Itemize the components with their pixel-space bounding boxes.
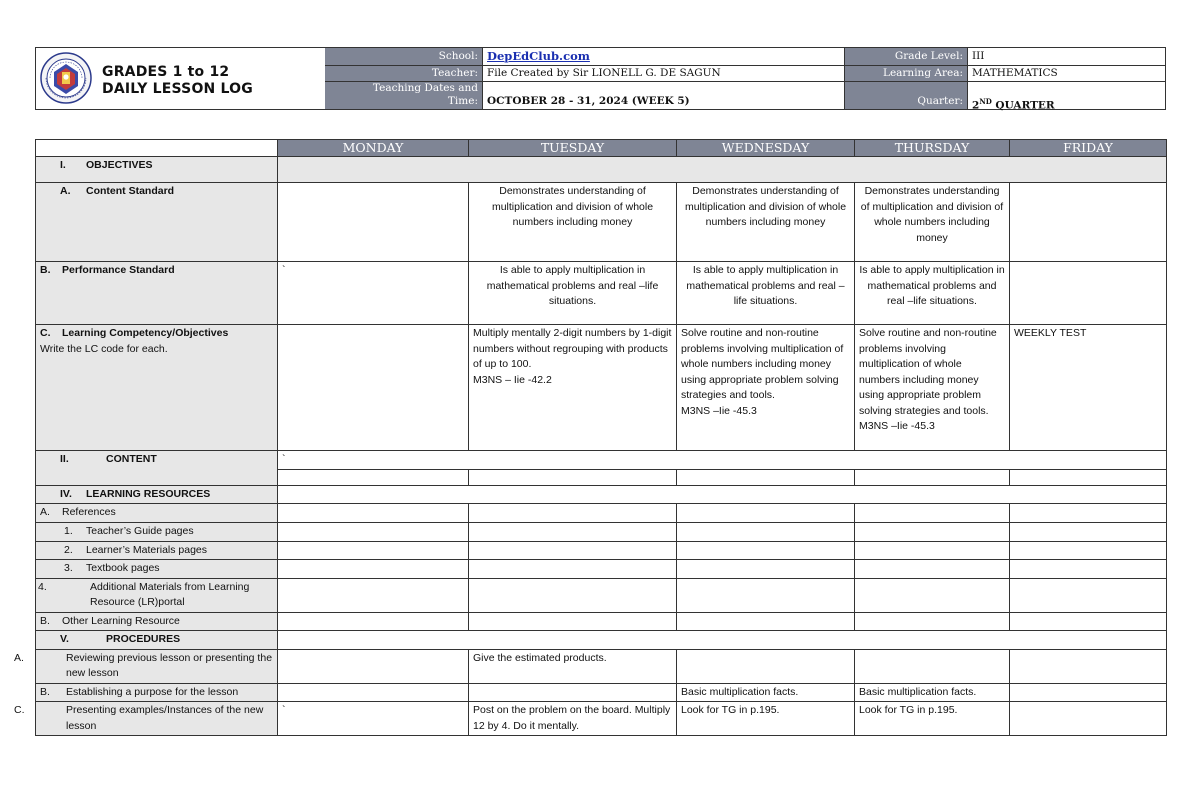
examples-thursday: Look for TG in p.195. [855, 702, 1010, 736]
day-header-thursday: THURSDAY [855, 140, 1010, 157]
examples-row [36, 702, 1167, 736]
teaching-dates-label-line2: Time: [447, 95, 478, 107]
learning-resources-span [278, 485, 1167, 504]
content-standard-tuesday: Demonstrates understanding of multiplication and division of whole numbers including money [469, 183, 677, 262]
purpose-row [36, 683, 1167, 702]
lm-pages-label: 2. Learner’s Materials pages [36, 541, 278, 560]
competency-monday [278, 325, 469, 451]
additional-materials-tuesday [469, 578, 677, 612]
objectives-span [278, 157, 1167, 183]
content-sub-monday [278, 469, 469, 485]
performance-standard-label: B. Performance Standard [36, 262, 278, 325]
grade-level-label: Grade Level: [845, 48, 968, 66]
reviewing-thursday [855, 649, 1010, 683]
examples-monday: ` [278, 702, 469, 736]
tg-pages-row [36, 522, 1167, 541]
performance-standard-thursday: Is able to apply multiplication in mathematical problems and real –life situations. [855, 262, 1010, 325]
competency-wednesday: Solve routine and non-routine problems involving multiplication of whole numbers including money using appropriate problem solving strategies and tools. M3NS –Iie -45.3 [677, 325, 855, 451]
teaching-dates-label-line1: Teaching Dates and [372, 82, 478, 94]
performance-standard-monday: ` [278, 262, 469, 325]
lm-pages-row [36, 541, 1167, 560]
other-resource-friday [1010, 612, 1167, 631]
learning-area-value: MATHEMATICS [968, 66, 1165, 82]
quarter-label: Quarter: [845, 82, 968, 109]
references-thursday [855, 504, 1010, 523]
corner-cell [36, 140, 278, 157]
tg-pages-tuesday [469, 522, 677, 541]
competency-thursday: Solve routine and non-routine problems involving multiplication of whole numbers including money using appropriate problem solving strategies and tools. M3NS –Iie -45.3 [855, 325, 1010, 451]
header-info-grid [325, 48, 1165, 112]
teaching-dates-label [325, 82, 483, 109]
grade-level-value: III [968, 48, 1165, 66]
day-header-wednesday: WEDNESDAY [677, 140, 855, 157]
other-resource-row [36, 612, 1167, 631]
reviewing-row [36, 649, 1167, 683]
performance-standard-wednesday: Is able to apply multiplication in mathematical problems and real –life situations. [677, 262, 855, 325]
textbook-pages-tuesday [469, 560, 677, 579]
quarter-suffix: ND [979, 97, 992, 106]
other-resource-wednesday [677, 612, 855, 631]
teacher-value: File Created by Sir LIONELL G. DE SAGUN [483, 66, 845, 82]
reviewing-tuesday: Give the estimated products. [469, 649, 677, 683]
objectives-label: I. OBJECTIVES [36, 157, 278, 183]
content-sub-thursday [855, 469, 1010, 485]
references-friday [1010, 504, 1167, 523]
learning-area-label: Learning Area: [845, 66, 968, 82]
competency-friday: WEEKLY TEST [1010, 325, 1167, 451]
textbook-pages-wednesday [677, 560, 855, 579]
lm-pages-tuesday [469, 541, 677, 560]
header-title-block [36, 48, 326, 109]
page-title [102, 64, 253, 98]
reviewing-wednesday [677, 649, 855, 683]
reviewing-label: A. Reviewing previous lesson or presenting the new lesson [36, 649, 278, 683]
competency-note: Write the LC code for each. [40, 342, 168, 355]
examples-friday [1010, 702, 1167, 736]
reviewing-monday [278, 649, 469, 683]
performance-standard-row [36, 262, 1167, 325]
textbook-pages-friday [1010, 560, 1167, 579]
lesson-log-table [14, 139, 1167, 736]
performance-standard-tuesday: Is able to apply multiplication in mathematical problems and real –life situations. [469, 262, 677, 325]
quarter-word: QUARTER [991, 99, 1055, 112]
performance-standard-friday [1010, 262, 1167, 325]
title-line-2: DAILY LESSON LOG [102, 81, 253, 97]
content-sub-friday [1010, 469, 1167, 485]
references-wednesday [677, 504, 855, 523]
quarter-number: 2 [972, 99, 980, 112]
day-header-row [36, 140, 1167, 157]
other-resource-thursday [855, 612, 1010, 631]
tg-pages-label: 1. Teacher’s Guide pages [36, 522, 278, 541]
textbook-pages-thursday [855, 560, 1010, 579]
additional-materials-row [36, 578, 1167, 612]
lm-pages-friday [1010, 541, 1167, 560]
examples-wednesday: Look for TG in p.195. [677, 702, 855, 736]
competency-label: C. Learning Competency/Objectives Write the LC code for each. [36, 325, 278, 451]
purpose-friday [1010, 683, 1167, 702]
textbook-pages-label: 3. Textbook pages [36, 560, 278, 579]
content-standard-monday [278, 183, 469, 262]
content-standard-friday [1010, 183, 1167, 262]
lm-pages-monday [278, 541, 469, 560]
tg-pages-thursday [855, 522, 1010, 541]
examples-label: C. Presenting examples/Instances of the new lesson [36, 702, 278, 736]
references-monday [278, 504, 469, 523]
content-row [36, 451, 1167, 470]
textbook-pages-row [36, 560, 1167, 579]
school-link[interactable]: DepEdClub.com [487, 49, 590, 63]
purpose-wednesday: Basic multiplication facts. [677, 683, 855, 702]
content-label: II. CONTENT [36, 451, 278, 486]
content-standard-label: A. Content Standard [36, 183, 278, 262]
content-value: ` [278, 451, 1167, 470]
procedures-label: V. PROCEDURES [36, 631, 278, 650]
learning-resources-label: IV. LEARNING RESOURCES [36, 485, 278, 504]
school-field [483, 48, 845, 66]
tg-pages-friday [1010, 522, 1167, 541]
content-standard-thursday: Demonstrates understanding of multiplication and division of whole numbers including money [855, 183, 1010, 262]
competency-row [36, 325, 1167, 451]
quarter-value [968, 82, 1165, 112]
day-header-friday: FRIDAY [1010, 140, 1167, 157]
references-row [36, 504, 1167, 523]
purpose-label: B. Establishing a purpose for the lesson [36, 683, 278, 702]
lesson-log-header [35, 47, 1166, 110]
learning-resources-row [36, 485, 1167, 504]
other-resource-monday [278, 612, 469, 631]
purpose-thursday: Basic multiplication facts. [855, 683, 1010, 702]
textbook-pages-monday [278, 560, 469, 579]
purpose-monday [278, 683, 469, 702]
other-resource-label: B. Other Learning Resource [36, 612, 278, 631]
deped-seal-icon [40, 52, 92, 104]
lm-pages-wednesday [677, 541, 855, 560]
objectives-row [36, 157, 1167, 183]
references-label: A. References [36, 504, 278, 523]
procedures-row [36, 631, 1167, 650]
additional-materials-label: 4. Additional Materials from Learning Resource (LR)portal [36, 578, 278, 612]
tg-pages-monday [278, 522, 469, 541]
content-standard-wednesday: Demonstrates understanding of multiplication and division of whole numbers including money [677, 183, 855, 262]
tg-pages-wednesday [677, 522, 855, 541]
examples-tuesday: Post on the problem on the board. Multiply 12 by 4. Do it mentally. [469, 702, 677, 736]
references-tuesday [469, 504, 677, 523]
additional-materials-thursday [855, 578, 1010, 612]
school-label: School: [325, 48, 483, 66]
teacher-label: Teacher: [325, 66, 483, 82]
competency-tuesday: Multiply mentally 2-digit numbers by 1-digit numbers without regrouping with products of up to 100. M3NS – Iie -42.2 [469, 325, 677, 451]
reviewing-friday [1010, 649, 1167, 683]
content-standard-row [36, 183, 1167, 262]
purpose-tuesday [469, 683, 677, 702]
procedures-span [278, 631, 1167, 650]
day-header-tuesday: TUESDAY [469, 140, 677, 157]
other-resource-tuesday [469, 612, 677, 631]
title-line-1: GRADES 1 to 12 [102, 64, 230, 80]
additional-materials-monday [278, 578, 469, 612]
lm-pages-thursday [855, 541, 1010, 560]
additional-materials-friday [1010, 578, 1167, 612]
content-sub-tuesday [469, 469, 677, 485]
additional-materials-wednesday [677, 578, 855, 612]
content-sub-wednesday [677, 469, 855, 485]
teaching-dates-value: OCTOBER 28 - 31, 2024 (WEEK 5) [483, 82, 845, 109]
day-header-monday: MONDAY [278, 140, 469, 157]
